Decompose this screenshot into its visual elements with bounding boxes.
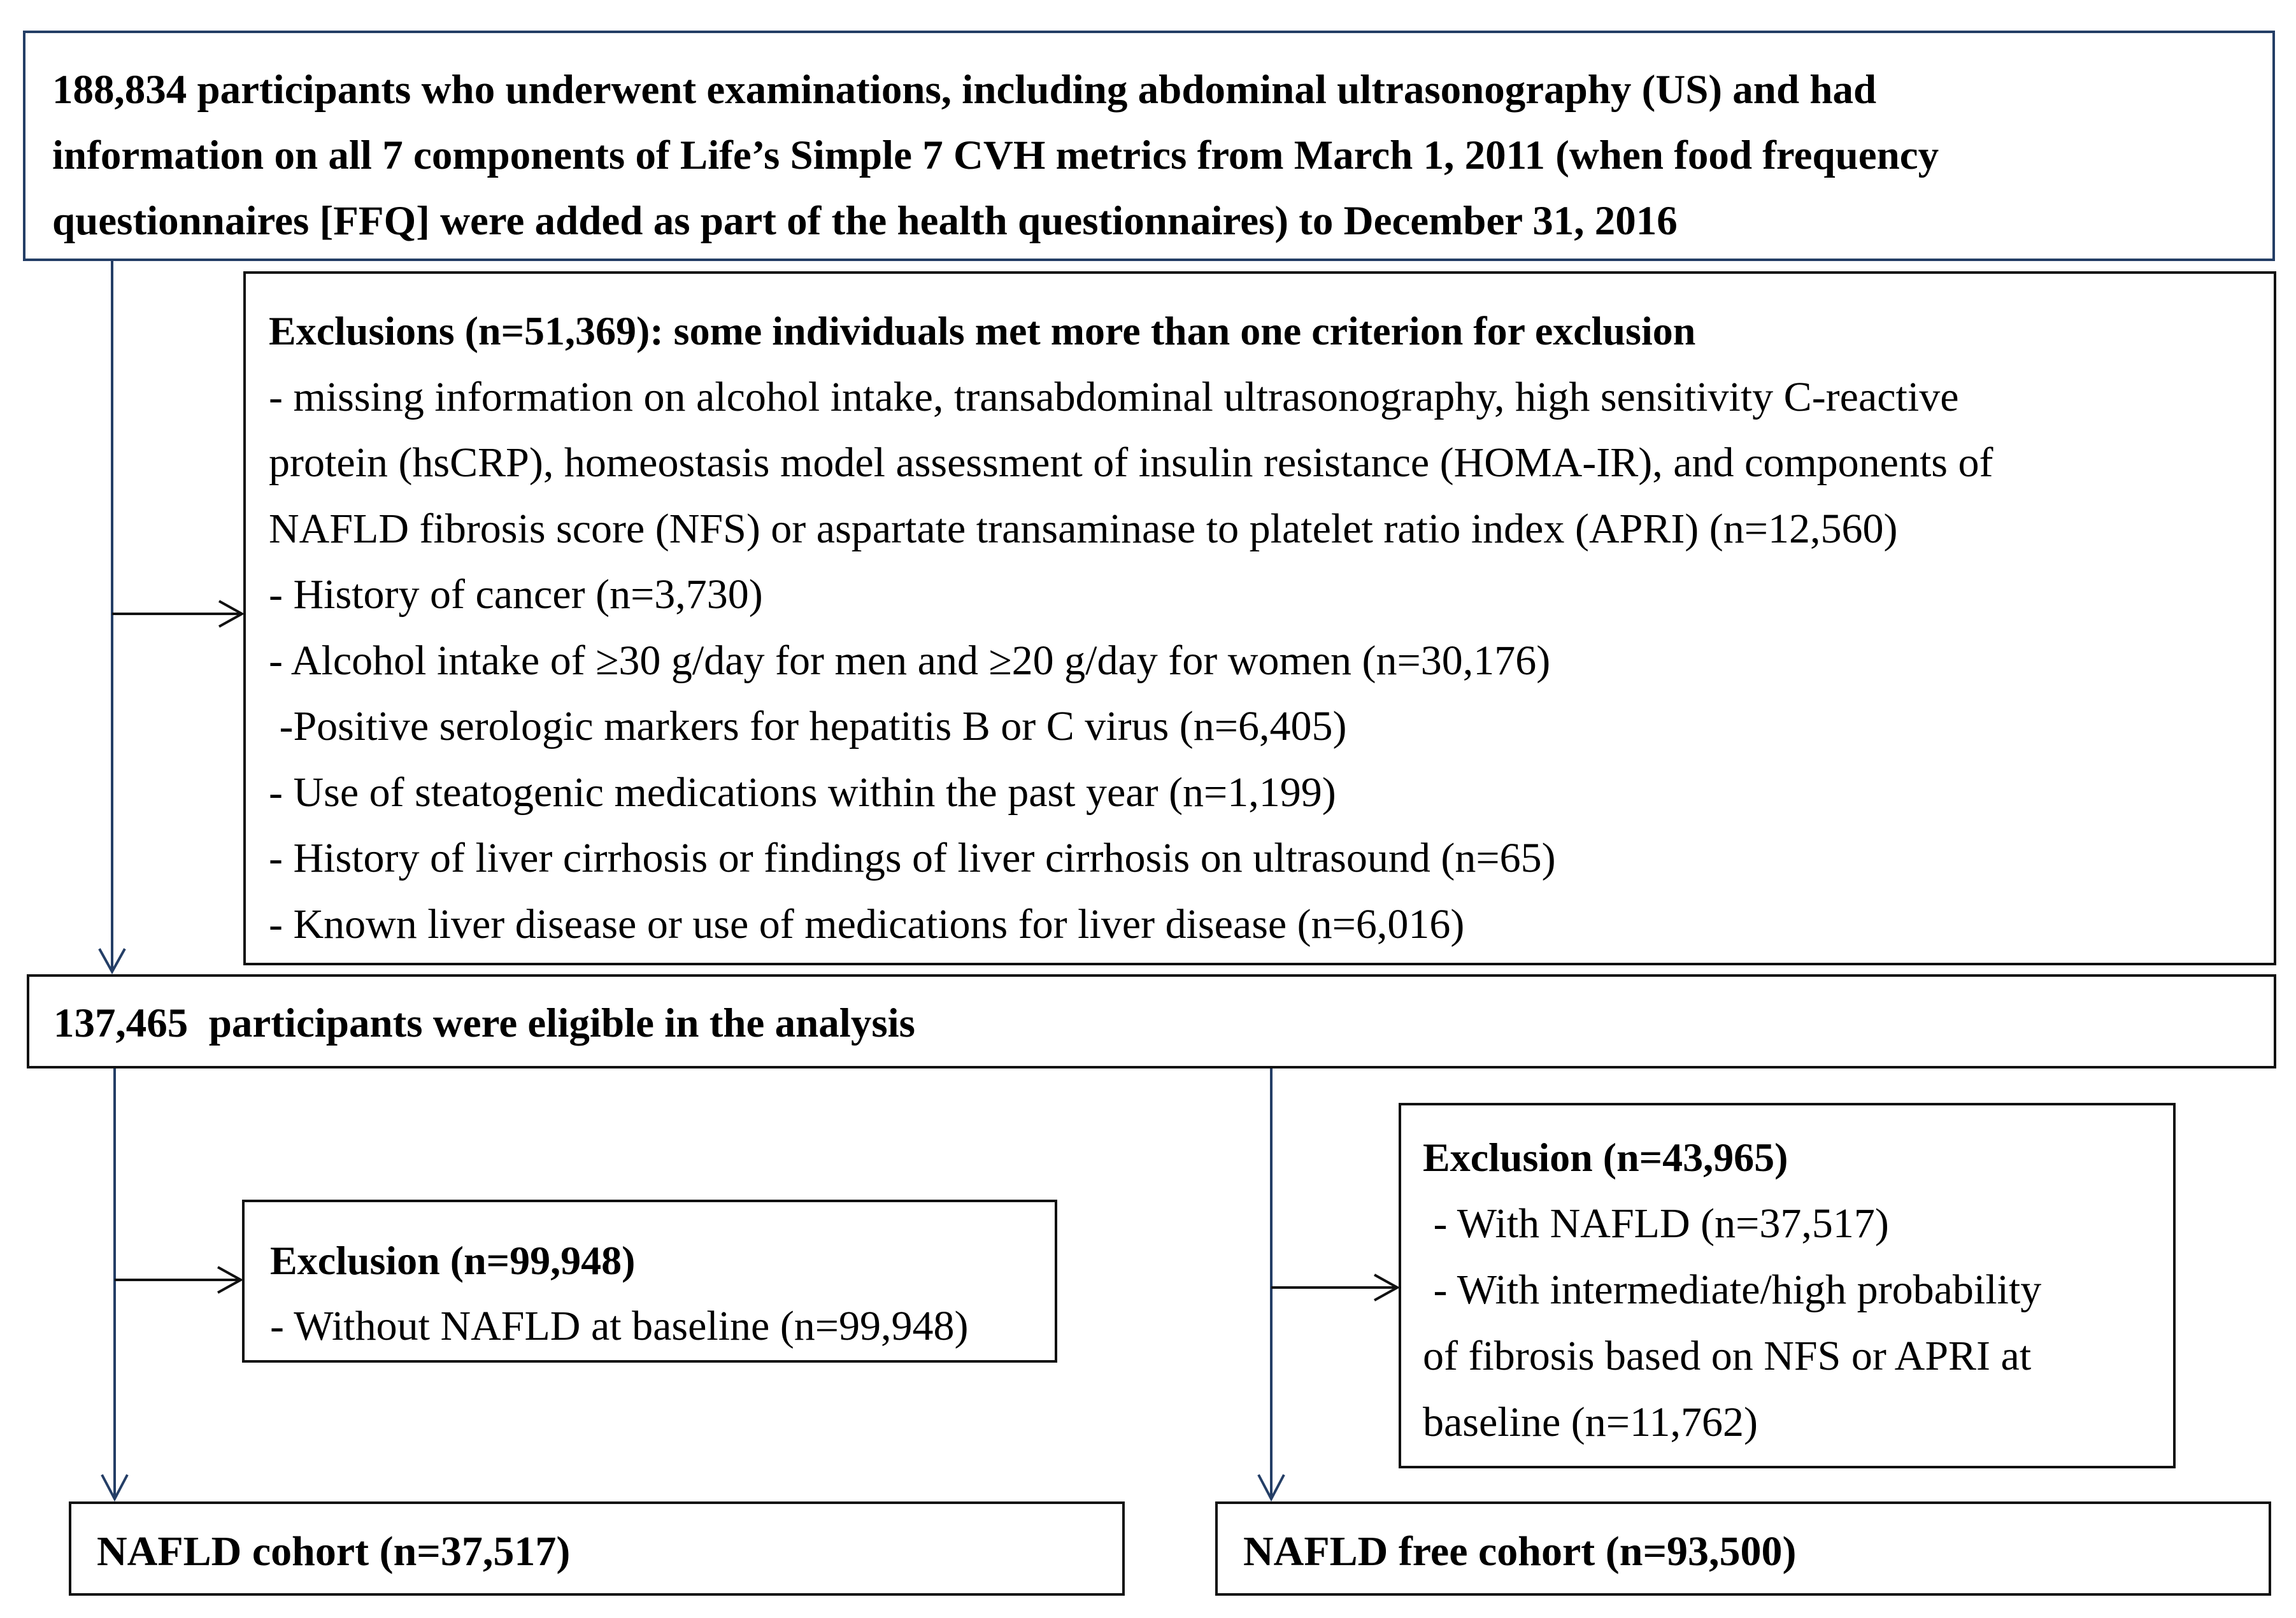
exclusions-title: Exclusions (n=51,369): some individuals met more than one criterion for exclusion	[269, 308, 1696, 353]
exclusion-item: - Use of steatogenic medications within the past year (n=1,199)	[269, 769, 1336, 816]
exclusion-item: - Alcohol intake of ≥30 g/day for men and ≥20 g/day for women (n=30,176)	[269, 637, 1551, 684]
nafld-cohort-box	[69, 1501, 1125, 1596]
exclusion-item: - With NAFLD (n=37,517)	[1423, 1200, 1889, 1247]
exclusion-item: NAFLD fibrosis score (NFS) or aspartate transaminase to platelet ratio index (APRI) (n=12,560)	[269, 505, 1898, 552]
exclusion-with-nafld-title: Exclusion (n=43,965)	[1423, 1135, 1788, 1180]
exclusion-without-nafld-box	[242, 1200, 1057, 1363]
exclusion-item: - Without NAFLD at baseline (n=99,948)	[270, 1303, 969, 1349]
eligible-participants-box	[27, 974, 2276, 1068]
exclusion-item: - History of cancer (n=3,730)	[269, 571, 763, 618]
exclusion-with-nafld-box	[1399, 1103, 2176, 1468]
initial-participants-line-1: 188,834 participants who underwent examinations, including abdominal ultrasonography (US) and had	[52, 67, 1877, 113]
eligible-participants-text: 137,465 participants were eligible in the analysis	[53, 1000, 915, 1046]
exclusion-item: of fibrosis based on NFS or APRI at	[1423, 1333, 2032, 1379]
exclusion-without-nafld-title: Exclusion (n=99,948)	[270, 1238, 636, 1283]
exclusion-item: -Positive serologic markers for hepatitis B or C virus (n=6,405)	[269, 703, 1347, 749]
exclusion-item: - Known liver disease or use of medications for liver disease (n=6,016)	[269, 900, 1465, 947]
exclusion-item: - History of liver cirrhosis or findings of liver cirrhosis on ultrasound (n=65)	[269, 835, 1556, 881]
exclusion-item: protein (hsCRP), homeostasis model assessment of insulin resistance (HOMA-IR), and components of	[269, 439, 1993, 486]
exclusion-item: - With intermediate/high probability	[1423, 1267, 2042, 1313]
initial-participants-box	[23, 31, 2275, 261]
nafld-cohort-text: NAFLD cohort (n=37,517)	[97, 1528, 571, 1575]
initial-participants-line-2: information on all 7 components of Life’s Simple 7 CVH metrics from March 1, 2011 (when food frequency	[52, 132, 1939, 178]
exclusion-item: - missing information on alcohol intake, transabdominal ultrasonography, high sensitivity C-reactive	[269, 373, 1959, 420]
exclusions-box	[243, 271, 2276, 965]
initial-participants-line-3: questionnaires [FFQ] were added as part of the health questionnaires) to December 31, 2016	[52, 198, 1678, 244]
nafld-free-cohort-text: NAFLD free cohort (n=93,500)	[1243, 1528, 1797, 1575]
nafld-free-cohort-box	[1215, 1501, 2271, 1596]
exclusion-item: baseline (n=11,762)	[1423, 1399, 1758, 1445]
